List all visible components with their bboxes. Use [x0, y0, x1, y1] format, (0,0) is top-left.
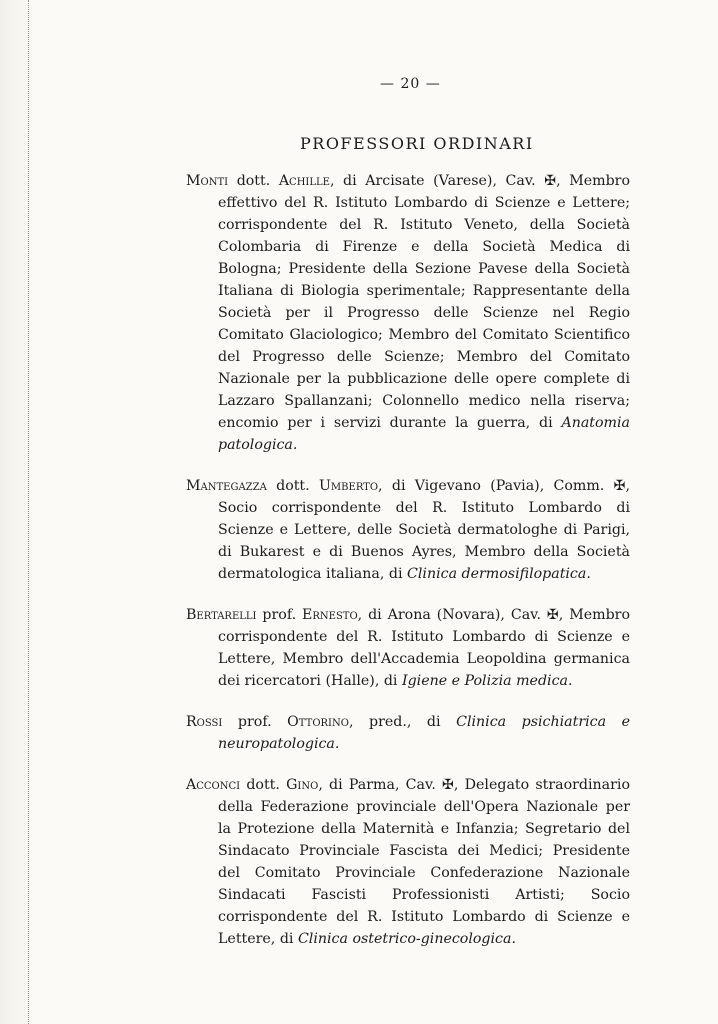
entry-title: dott.: [236, 173, 271, 189]
entry-given-name: Umberto: [318, 478, 379, 494]
entry-list: [186, 170, 630, 969]
entry-title: dott.: [276, 478, 310, 494]
entry-title: dott.: [246, 777, 280, 793]
entry-title: prof.: [262, 607, 297, 623]
entry-given-name: Achille: [278, 173, 330, 189]
entry-surname: Rossi: [186, 714, 223, 730]
entry-description: , di Parma, Cav. ✠, Delegato straordinario della Federazione provinciale dell'Opera Nazionale per la Protezione della Maternità e Infanzia; Segretario del Sindacato Provinciale Fascista dei Medici; Presidente del Comitato Provinciale Confederazione Nazionale Sindacati Fascisti Professionisti Artisti; Socio corrispondente del R. Istituto Lombardo di Scienze e Lettere, di: [218, 777, 630, 947]
entry-subject: Clinica ostetrico-ginecologica.: [297, 931, 516, 947]
binding-edge-line: [28, 0, 30, 1024]
entry-acconci: [186, 774, 630, 950]
entry-subject: Clinica psichiatrica e neuropatologica.: [218, 714, 630, 752]
entry-subject: Igiene e Polizia medica.: [401, 673, 573, 689]
entry-description: , di Vigevano (Pavia), Comm. ✠, Socio corrispondente del R. Istituto Lombardo di Scienze e Lettere, delle Società dermatologhe di Parigi, di Bukarest e di Buenos Ayres, Membro della Società dermatologica italiana, di: [218, 478, 631, 582]
entry-rossi: [186, 711, 630, 755]
entry-given-name: Ottorino: [287, 714, 349, 730]
entry-subject: Anatomia patologica.: [218, 415, 630, 453]
entry-given-name: Ernesto: [302, 607, 358, 623]
entry-surname: Mantegazza: [186, 478, 267, 494]
entry-given-name: Gino: [286, 777, 319, 793]
entry-surname: Acconci: [186, 777, 241, 793]
entry-surname: Monti: [186, 173, 229, 189]
entry-subject: Clinica dermosifilopatica.: [407, 566, 591, 582]
entry-description: , di Arona (Novara), Cav. ✠, Membro corrispondente del R. Istituto Lombardo di Scienze e Lettere, Membro dell'Accademia Leopoldina germanica dei ricercatori (Halle), di: [218, 607, 631, 689]
section-title: PROFESSORI ORDINARI: [300, 134, 534, 153]
entry-surname: Bertarelli: [186, 607, 257, 623]
entry-monti: [186, 170, 630, 456]
entry-description: , pred., di: [348, 714, 457, 730]
entry-description: , di Arcisate (Varese), Cav. ✠, Membro effettivo del R. Istituto Lombardo di Scienze e Lettere; corrispondente del R. Istituto Veneto, della Società Colombaria di Firenze e della Società Medica di Bologna; Presidente della Sezione Pavese della Società Italiana di Biologia sperimentale; Rappresentante della Società per il Progresso delle Scienze nel Regio Comitato Glaciologico; Membro del Comitato Scientifico del Progresso delle Scienze; Membro del Comitato Nazionale per la pubblicazione delle opere complete di Lazzaro Spallanzani; Colonnello medico nella riserva; encomio per i servizi durante la guerra, di: [218, 173, 631, 431]
entry-bertarelli: [186, 604, 630, 692]
entry-title: prof.: [237, 714, 272, 730]
entry-mantegazza: [186, 475, 630, 585]
page-number: — 20 —: [380, 76, 441, 92]
